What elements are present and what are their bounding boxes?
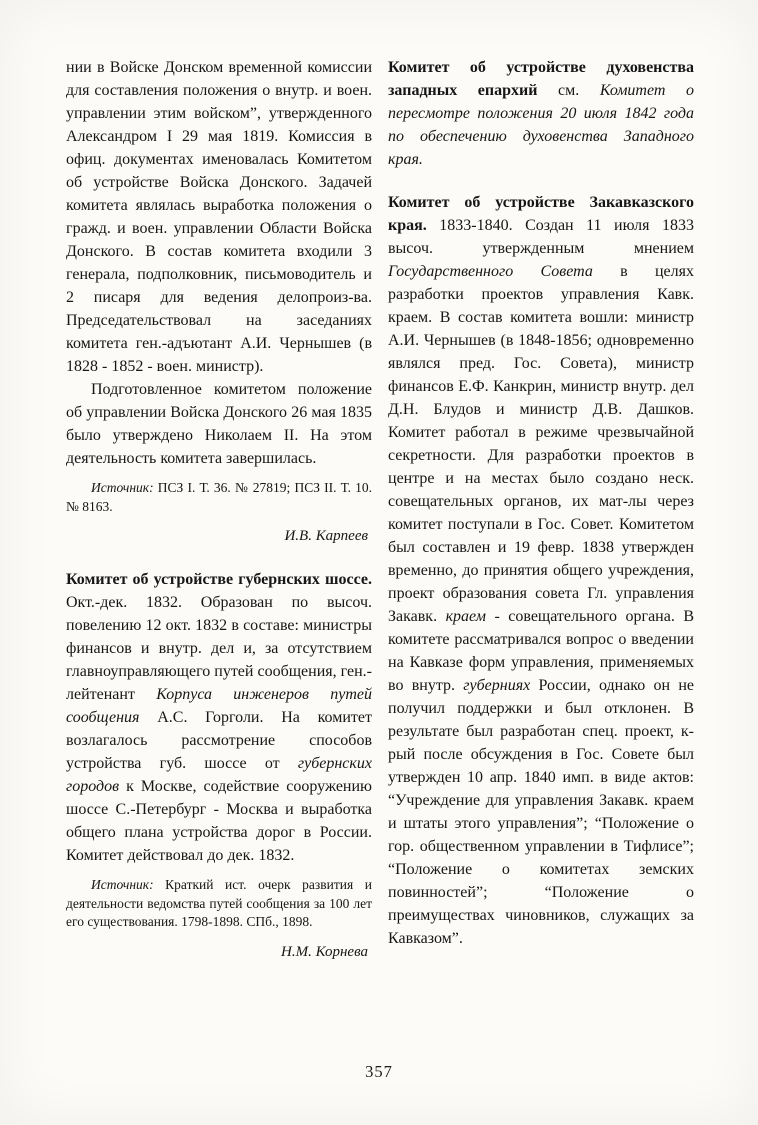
column-left <box>66 56 372 966</box>
source-note-psz <box>66 479 372 516</box>
text-segment: Подготовленное комитетом положение об управлении Войска Донского 26 мая 1835 было утверждено Николаем II. На этом деятельность комитета завершилась. <box>66 381 372 467</box>
text-segment: Комитет об устройстве губернских шоссе. <box>66 571 372 588</box>
text-segment: Источник: <box>91 877 154 892</box>
text-segment: ПСЗ I. Т. 36. № 27819; ПСЗ II. Т. 10. № 8163. <box>66 480 372 514</box>
text-segment: Окт.-дек. 1832. Образован по высоч. повелению 12 окт. 1832 в составе: министры финансов и внутр. дел и, за отсутствием главноуправляющего путей сообщения, ген.-лейтенант <box>66 594 372 703</box>
entry-komitet-duhovenstva-cross-reference <box>388 56 694 171</box>
page-number: 357 <box>365 1062 393 1081</box>
entry-komitet-zakavkazskogo-kraya <box>388 191 694 950</box>
text-segment: А.С. Горголи. На комитет возлагалось рассмотрение способов устройства губ. шоссе от <box>66 709 372 772</box>
text-segment: Краткий ист. очерк развития и деятельности ведомства путей сообщения за 100 лет его существования. 1798-1898. СПб., 1898. <box>66 877 372 929</box>
author-signature-karpeev <box>66 525 372 548</box>
entry-komitet-gubernskie-shosse <box>66 568 372 867</box>
text-segment: - совещательного органа. В комитете рассматривался вопрос о введении на Кавказе форм управления, применяемых во внутр. <box>388 608 694 694</box>
text-segment: краем <box>445 608 486 625</box>
text-segment: см. <box>537 82 600 99</box>
text-segment: Комитет об устройстве Закавказского края. <box>388 194 694 234</box>
text-segment: России, однако он не получил поддержки и был отклонен. В результате был разработан спец. проект, к-рый после обсуждения в Гос. Совете был утвержден 10 апр. 1840 имп. в виде актов: “Учреждение для управления Закавк. краем и штаты этого управления”; “Положение о гор. общественном управлении в Тифлисе”; “Положение о комитетах земских повинностей”; “Положение о преимуществах чиновников, служащих за Кавказом”. <box>388 677 695 947</box>
text-segment: нии в Войске Донском временной комиссии для составления положения о внутр. и воен. управлении этим войском”, утвержденного Александром I 29 мая 1819. Комиссия в офиц. документах именовалась Комитетом об устройстве Войска Донского. Задачей комитета являлась выработка положения о гражд. и воен. управлении Области Войска Донского. В состав комитета входили 3 генерала, подполковник, письмоводитель и 2 писаря для ведения делопроиз-ва. Председательствовал на заседаниях комитета ген.-адъютант А.И. Чернышев (в 1828 - 1852 - воен. министр). <box>66 59 372 375</box>
source-note-kratkiy-ocherk <box>66 876 372 932</box>
text-segment: Н.М. Корнева <box>281 943 368 960</box>
continuation-paragraph-voisko-donskoe <box>66 56 372 378</box>
text-segment: Комитет об устройстве духовенства западных епархий <box>388 59 694 99</box>
text-segment: Корпуса инженеров путей сообщения <box>66 686 372 726</box>
text-segment: к Москве, содействие сооружению шоссе С.-Петербург - Москва и выработка общего плана устройства дорог в России. Комитет действовал до дек. 1832. <box>66 778 372 864</box>
text-segment: губерниях <box>463 677 531 694</box>
text-segment: Государственного Совета <box>388 263 593 280</box>
text-segment: губернских городов <box>66 755 372 795</box>
author-signature-korneva <box>66 941 372 964</box>
text-columns <box>66 56 694 966</box>
column-right <box>388 56 694 966</box>
text-segment: Комитет о пересмотре положения 20 июля 1842 года по обеспечению духовенства Западного края. <box>388 82 694 168</box>
text-segment: Источник: <box>91 480 154 495</box>
text-segment: в целях разработки проектов управления Кавк. краем. В состав комитета вошли: министр А.И. Чернышев (в 1848-1856; одновременно являлся пред. Гос. Совета), министр финансов Е.Ф. Канкрин, министр внутр. дел Д.Н. Блудов и министр Д.В. Дашков. Комитет работал в режиме чрезвычайной секретности. Для разработки проектов в центре и на местах было создано неск. совещательных органов, их мат-лы через комитет поступали в Гос. Совет. Комитетом был составлен и 19 февр. 1838 утвержден временно, до принятия общего учреждения, проект образования совета Гл. управления Закавк. <box>388 263 695 625</box>
text-segment: 1833-1840. Создан 11 июля 1833 высоч. утвержденным мнением <box>388 217 694 257</box>
paragraph-polozhenie-1835 <box>66 378 372 470</box>
text-segment: И.В. Карпеев <box>284 528 368 544</box>
